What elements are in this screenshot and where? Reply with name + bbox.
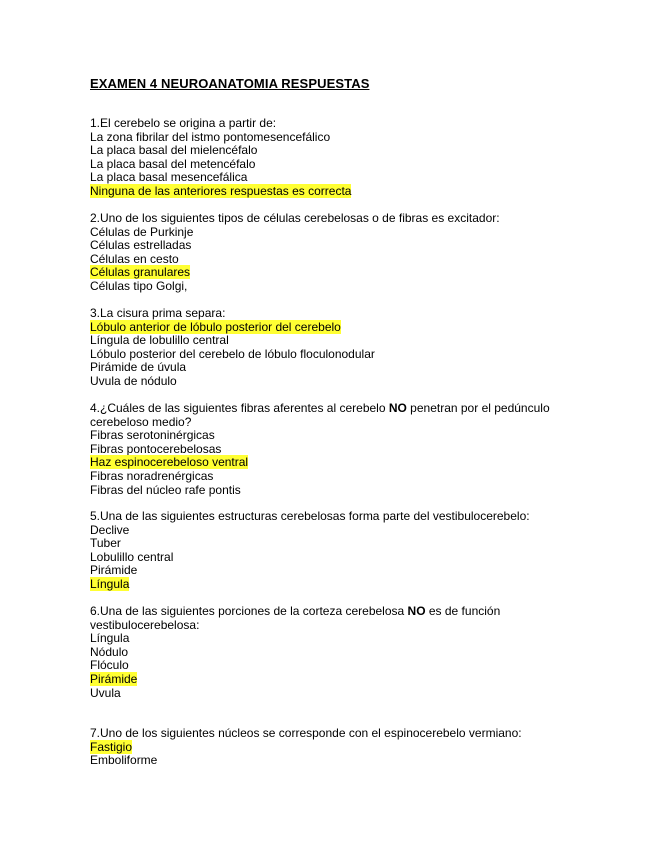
answer-option: Flóculo bbox=[90, 658, 129, 673]
answer-option: Emboliforme bbox=[90, 753, 158, 768]
stem-text: es de función bbox=[425, 604, 501, 618]
stem-emphasis: NO bbox=[388, 401, 407, 415]
stem-text: penetran por el pedúnculo bbox=[406, 401, 550, 415]
highlighted-answer: Fastigio bbox=[90, 739, 133, 754]
answer-option: Língula bbox=[90, 631, 130, 646]
question-2 bbox=[90, 212, 550, 294]
question-7 bbox=[90, 727, 550, 768]
highlighted-answer: Ninguna de las anteriores respuestas es correcta bbox=[90, 183, 352, 198]
answer-option: Uvula bbox=[90, 685, 121, 700]
answer-option: Fibras serotoninérgicas bbox=[90, 428, 215, 443]
answer-option bbox=[90, 456, 550, 470]
answer-option: Fibras del núcleo rafe pontis bbox=[90, 482, 241, 497]
answer-option: Lobulillo central bbox=[90, 549, 174, 564]
highlighted-answer: Língula bbox=[90, 576, 130, 591]
stem-emphasis: NO bbox=[407, 604, 426, 618]
answer-option bbox=[90, 266, 550, 280]
highlighted-answer: Haz espinocerebeloso ventral bbox=[90, 455, 249, 470]
question-4 bbox=[90, 402, 550, 497]
question-3 bbox=[90, 307, 550, 389]
answer-option bbox=[90, 578, 550, 592]
answer-option: Tuber bbox=[90, 536, 121, 551]
answer-option: Língula de lobulillo central bbox=[90, 333, 229, 348]
answer-option: Pirámide de úvula bbox=[90, 360, 187, 375]
question-stem: 2.Uno de los siguientes tipos de células cerebelosas o de fibras es excitador: bbox=[90, 211, 500, 225]
document-title: EXAMEN 4 NEUROANATOMIA RESPUESTAS bbox=[90, 76, 370, 91]
question-stem bbox=[90, 402, 550, 416]
answer-option bbox=[90, 185, 550, 199]
answer-option: Pirámide bbox=[90, 563, 138, 578]
question-stem-continuation: cerebeloso medio? bbox=[90, 414, 192, 429]
question-stem: 7.Uno de los siguientes núcleos se corresponde con el espinocerebelo vermiano: bbox=[90, 726, 522, 740]
answer-option: La placa basal del metencéfalo bbox=[90, 156, 256, 171]
answer-option: La zona fibrilar del istmo pontomesencefálico bbox=[90, 129, 331, 144]
answer-option bbox=[90, 673, 550, 687]
highlighted-answer: Lóbulo anterior de lóbulo posterior del cerebelo bbox=[90, 319, 341, 334]
answer-option: La placa basal del mielencéfalo bbox=[90, 143, 258, 158]
answer-option: Células de Purkinje bbox=[90, 224, 194, 239]
answer-option: Nódulo bbox=[90, 644, 129, 659]
question-stem: 1.El cerebelo se origina a partir de: bbox=[90, 116, 277, 130]
stem-text: 4.¿Cuáles de las siguientes fibras aferentes al cerebelo bbox=[90, 401, 389, 415]
question-5 bbox=[90, 510, 550, 592]
answer-option bbox=[90, 741, 550, 755]
question-stem: 3.La cisura prima separa: bbox=[90, 306, 226, 320]
answer-option bbox=[90, 321, 550, 335]
question-stem bbox=[90, 605, 550, 619]
answer-option: Células estrelladas bbox=[90, 238, 192, 253]
answer-option: Uvula de nódulo bbox=[90, 373, 177, 388]
answer-option: Fibras pontocerebelosas bbox=[90, 441, 222, 456]
question-stem-continuation: vestibulocerebelosa: bbox=[90, 617, 200, 632]
answer-option: Declive bbox=[90, 522, 130, 537]
answer-option: Células tipo Golgi, bbox=[90, 278, 188, 293]
question-1 bbox=[90, 117, 550, 199]
answer-option: La placa basal mesencefálica bbox=[90, 170, 248, 185]
question-stem: 5.Una de las siguientes estructuras cerebelosas forma parte del vestibulocerebelo: bbox=[90, 509, 530, 523]
answer-option: Lóbulo posterior del cerebelo de lóbulo floculonodular bbox=[90, 346, 375, 361]
highlighted-answer: Células granulares bbox=[90, 265, 191, 280]
answer-option: Células en cesto bbox=[90, 251, 179, 266]
highlighted-answer: Pirámide bbox=[90, 671, 138, 686]
stem-text: 6.Una de las siguientes porciones de la corteza cerebelosa bbox=[90, 604, 408, 618]
answer-option: Fibras noradrenérgicas bbox=[90, 468, 214, 483]
question-6 bbox=[90, 605, 550, 700]
